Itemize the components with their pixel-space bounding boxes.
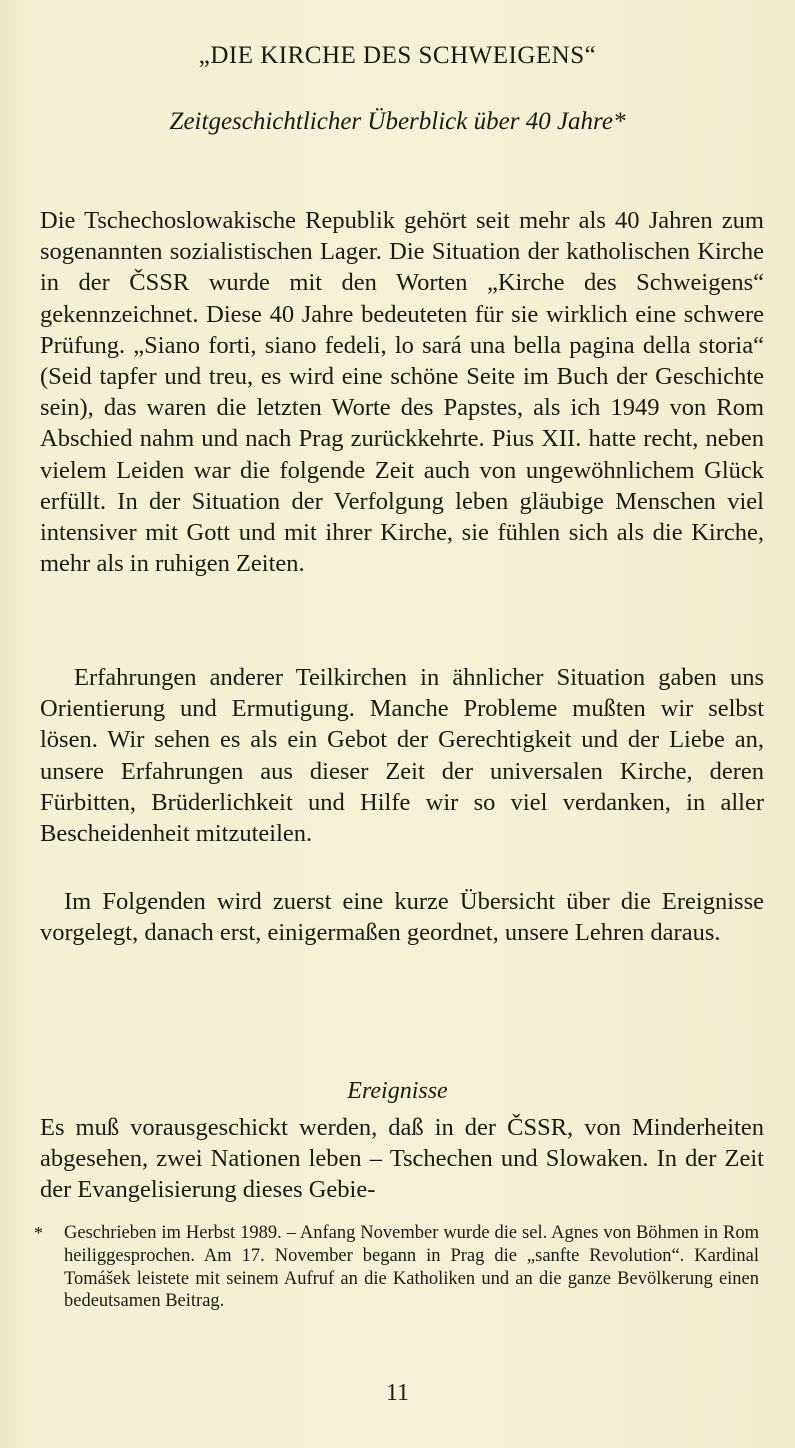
chapter-title: „DIE KIRCHE DES SCHWEIGENS“: [198, 42, 597, 69]
section-paragraph: Es muß vorausgeschickt werden, daß in der ČSSR, von Minderheiten abgesehen, zwei Nationen leben – Tschechen und Slowaken. In der Zeit der Evangelisierung dieses Gebie-: [40, 1114, 764, 1204]
paragraph-3: Im Folgenden wird zuerst eine kurze Übersicht über die Ereignisse vorgelegt, danach erst, einigermaßen geordnet, unsere Lehren daraus.: [40, 888, 764, 947]
paragraph-2: Erfahrungen anderer Teilkirchen in ähnlicher Situation gaben uns Orientierung und Ermutigung. Manche Probleme mußten wir selbst lösen. Wir sehen es als ein Gebot der Gerechtigkeit und der Liebe an, unsere Erfahrungen aus dieser Zeit der universalen Kirche, deren Fürbitten, Brüderlichkeit und Hilfe wir so viel verdanken, in aller Bescheidenheit mitzuteilen.: [40, 664, 764, 848]
section-heading: Ereignisse: [347, 1078, 448, 1104]
chapter-subtitle: Zeitgeschichtlicher Überblick über 40 Jahre*: [169, 108, 626, 135]
footnote-text: Geschrieben im Herbst 1989. – Anfang November wurde die sel. Agnes von Böhmen in Rom heiliggesprochen. Am 17. November begann in Prag die „sanfte Revolution“. Kardinal Tomášek leistete mit seinem Aufruf an die Katholiken und an die ganze Bevölkerung einen bedeutsamen Beitrag.: [64, 1223, 759, 1312]
footnote-marker: *: [34, 1223, 43, 1243]
paragraph-1: Die Tschechoslowakische Republik gehört seit mehr als 40 Jahren zum sogenannten sozialistischen Lager. Die Situation der katholischen Kirche in der ČSSR wurde mit den Worten „Kirche des Schweigens“ gekennzeichnet. Diese 40 Jahre bedeuteten für sie wirklich eine schwere Prüfung. „Siano forti, siano fedeli, lo sará una bella pagina della storia“ (Seid tapfer und treu, es wird eine schöne Seite im Buch der Geschichte sein), das waren die letzten Worte des Papstes, als ich 1949 von Rom Abschied nahm und nach Prag zurückkehrte. Pius XII. hatte recht, neben vielem Leiden war die folgende Zeit auch von ungewöhnlichem Glück erfüllt. In der Situation der Verfolgung leben gläubige Menschen viel intensiver mit Gott und mit ihrer Kirche, sie fühlen sich als die Kirche, mehr als in ruhigen Zeiten.: [40, 207, 764, 578]
page-number: 11: [385, 1380, 410, 1406]
footnote: [34, 1222, 759, 1313]
